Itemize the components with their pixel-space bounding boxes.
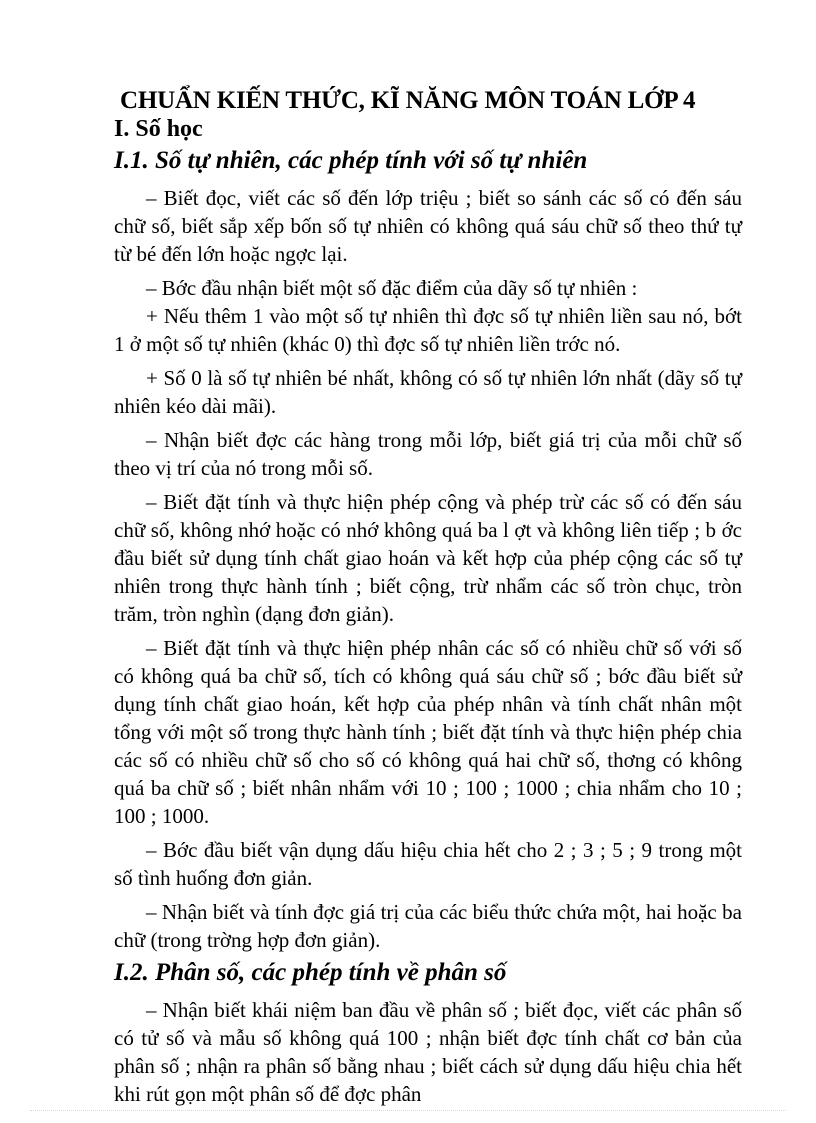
document-content [114, 86, 742, 1114]
paragraph: – Nhận biết và tính đợc giá trị của các biểu thức chứa một, hai hoặc ba chữ (trong trờng hợp đơn giản). [114, 900, 742, 952]
paragraph: + Số 0 là số tự nhiên bé nhất, không có số tự nhiên lớn nhất (dãy số tự nhiên kéo dài mãi). [114, 366, 742, 418]
paragraph: – Biết đặt tính và thực hiện phép cộng và phép trừ các số có đến sáu chữ số, không nhớ hoặc có nhớ không quá ba l ợt và không liên tiếp ; b ớc đầu biết sử dụng tính chất giao hoán và kết hợp của phép cộng các số tự nhiên trong thực hành tính ; biết cộng, trừ nhẩm các số tròn chục, tròn trăm, tròn nghìn (dạng đơn giản). [114, 490, 742, 626]
paragraph: – Nhận biết đợc các hàng trong mỗi lớp, biết giá trị của mỗi chữ số theo vị trí của nó trong mỗi số. [114, 428, 742, 480]
paragraph: – Bớc đầu biết vận dụng dấu hiệu chia hết cho 2 ; 3 ; 5 ; 9 trong một số tình huống đơn giản. [114, 838, 742, 890]
paragraph: – Biết đọc, viết các số đến lớp triệu ; biết so sánh các số có đến sáu chữ số, biết sắp xếp bốn số tự nhiên có không quá sáu chữ số theo thứ tự từ bé đến lớn hoặc ngợc lại. [114, 186, 742, 266]
paragraph: – Bớc đầu nhận biết một số đặc điểm của dãy số tự nhiên : [146, 276, 638, 300]
section-heading: I. Số học [114, 116, 203, 142]
paragraph: – Biết đặt tính và thực hiện phép nhân các số có nhiều chữ số với số có không quá ba chữ số, tích có không quá sáu chữ số ; bớc đầu biết sử dụng tính chất giao hoán, kết hợp của phép nhân và tính chất nhân một tổng với một số trong thực hành tính ; biết đặt tính và thực hiện phép chia các số có nhiều chữ số cho số có không quá hai chữ số, thơng có không quá ba chữ số ; biết nhân nhẩm với 10 ; 100 ; 1000 ; chia nhẩm cho 10 ; 100 ; 1000. [114, 636, 742, 828]
page-bottom-divider [30, 1110, 786, 1111]
document-title: CHUẨN KIẾN THỨC, KĨ NĂNG MÔN TOÁN LỚP 4 [120, 87, 696, 114]
subsection-heading-2: I.2. Phân số, các phép tính về phân số [114, 959, 507, 986]
paragraph: – Nhận biết khái niệm ban đầu về phân số ; biết đọc, viết các phân số có tử số và mẫu số không quá 100 ; nhận biết đợc tính chất cơ bản của phân số ; nhận ra phân số bằng nhau ; biết cách sử dụng dấu hiệu chia hết khi rút gọn một phân số để đợc phân [114, 998, 742, 1106]
subsection-heading-1: I.1. Số tự nhiên, các phép tính với số tự nhiên [114, 147, 588, 174]
paragraph: + Nếu thêm 1 vào một số tự nhiên thì đợc số tự nhiên liền sau nó, bớt 1 ở một số tự nhiên (khác 0) thì đợc số tự nhiên liền trớc nó. [114, 304, 742, 356]
